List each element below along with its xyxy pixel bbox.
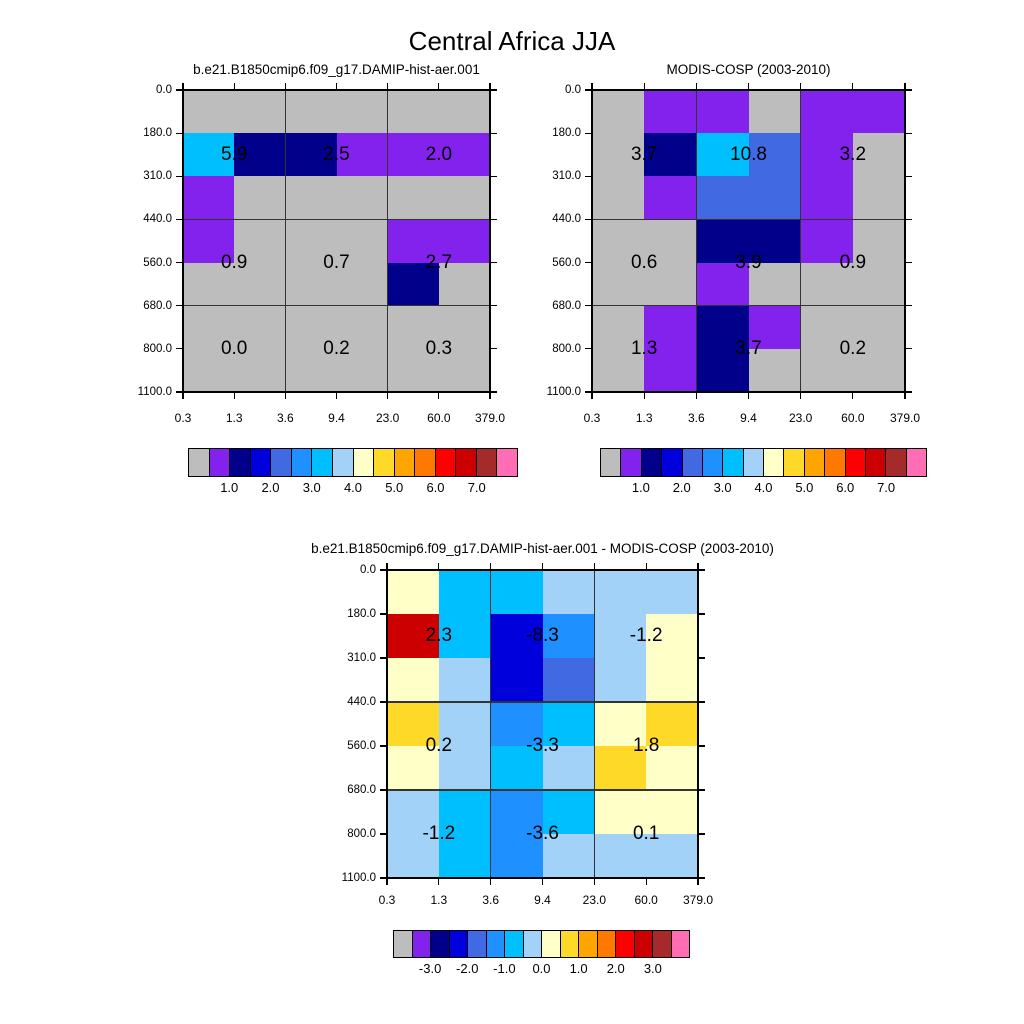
axis-tick <box>176 305 183 306</box>
x-tick-label: 9.4 <box>740 411 757 425</box>
axis-tick <box>380 613 387 614</box>
axis-tick <box>182 392 183 399</box>
colorbar-segment <box>413 931 432 957</box>
axis-tick <box>748 83 749 90</box>
colorbar-label: 1.0 <box>220 480 239 495</box>
block-value: 2.7 <box>425 251 453 273</box>
colorbar-label: 2.0 <box>606 961 625 976</box>
colorbar-segment <box>601 449 621 476</box>
colorbar-label: -1.0 <box>493 961 516 976</box>
axis-tick <box>698 833 705 834</box>
axis-tick <box>380 833 387 834</box>
y-tick-label: 800.0 <box>347 828 376 840</box>
y-tick-label: 680.0 <box>143 299 172 312</box>
colorbar-label: -3.0 <box>418 961 442 976</box>
axis-tick <box>905 348 912 349</box>
axis-tick <box>176 89 183 90</box>
colorbar-segment <box>468 931 487 957</box>
axis-tick <box>698 877 705 878</box>
block-value: 2.0 <box>425 143 453 165</box>
block-value: 2.3 <box>425 625 453 646</box>
axis-tick <box>490 391 497 392</box>
block-value: 2.5 <box>323 143 350 165</box>
block-value: 0.6 <box>630 251 658 273</box>
axis-tick <box>380 789 387 790</box>
y-tick-label: 440.0 <box>347 696 376 708</box>
axis-tick <box>646 563 647 570</box>
colorbar-label: 3.0 <box>643 961 662 976</box>
colorbar-label: 2.0 <box>261 480 280 495</box>
block-value: 0.9 <box>220 251 248 273</box>
x-tick-label: 379.0 <box>682 893 714 907</box>
axis-tick <box>852 392 853 399</box>
colorbar-segment <box>703 449 723 476</box>
colorbar-segment <box>616 931 635 957</box>
block-value: 10.8 <box>730 143 767 165</box>
y-tick-label: 440.0 <box>143 213 172 226</box>
x-tick-label: 0.3 <box>378 893 396 907</box>
axis-tick <box>490 563 491 570</box>
y-tick-label: 800.0 <box>552 342 581 355</box>
y-tick-label: 560.0 <box>347 740 376 752</box>
panel-title-obs: MODIS-COSP (2003-2010) <box>666 62 831 77</box>
axis-tick <box>542 563 543 570</box>
axis-tick <box>748 392 749 399</box>
axis-tick <box>380 745 387 746</box>
block-value: 0.3 <box>425 337 453 359</box>
axis-tick <box>438 878 439 885</box>
block-value: 3.9 <box>735 251 762 273</box>
x-tick-label: 3.6 <box>276 411 294 425</box>
y-tick-label: 0.0 <box>360 564 376 576</box>
axis-tick <box>490 219 497 220</box>
axis-tick <box>698 613 705 614</box>
block-value: 3.7 <box>735 337 762 359</box>
block-value: -1.2 <box>629 625 663 646</box>
colorbar-segment <box>210 449 231 476</box>
axis-tick <box>490 262 497 263</box>
axis-tick <box>176 219 183 220</box>
block-value: 0.1 <box>632 823 660 844</box>
axis-tick <box>905 89 912 90</box>
x-tick-label: 23.0 <box>582 893 606 907</box>
colorbar-segment <box>744 449 764 476</box>
y-tick-label: 440.0 <box>552 213 581 226</box>
colorbar-segment <box>598 931 617 957</box>
axis-tick <box>644 392 645 399</box>
block-value: 1.8 <box>632 735 660 756</box>
axis-tick <box>905 133 912 134</box>
x-tick-label: 9.4 <box>534 893 551 907</box>
colorbar-segment <box>524 931 543 957</box>
x-tick-label: 379.0 <box>889 411 921 425</box>
colorbar-segment <box>477 449 498 476</box>
axis-tick <box>176 348 183 349</box>
colorbar-segment <box>621 449 641 476</box>
axis-tick <box>800 83 801 90</box>
colorbar-label: 7.0 <box>467 480 486 495</box>
colorbar-segment <box>431 931 450 957</box>
block-value: -1.2 <box>422 823 456 844</box>
axis-tick <box>698 789 705 790</box>
colorbar-label: 5.0 <box>385 480 404 495</box>
colorbar-obs <box>600 448 927 477</box>
colorbar-segment <box>394 931 413 957</box>
colorbar-segment <box>292 449 313 476</box>
y-tick-label: 310.0 <box>347 652 376 664</box>
block-value: 1.3 <box>630 337 658 359</box>
x-tick-label: 3.6 <box>687 411 705 425</box>
colorbar-segment <box>764 449 784 476</box>
axis-tick <box>905 219 912 220</box>
axis-tick <box>234 392 235 399</box>
axis-tick <box>698 569 705 570</box>
axis-tick <box>490 878 491 885</box>
y-tick-label: 180.0 <box>347 608 376 620</box>
y-tick-label: 1100.0 <box>137 386 172 398</box>
axis-tick <box>585 305 592 306</box>
axis-tick <box>387 83 388 90</box>
axis-tick <box>905 391 912 392</box>
axis-tick <box>905 262 912 263</box>
axis-tick <box>490 348 497 349</box>
colorbar-label: 2.0 <box>672 480 691 495</box>
axis-tick <box>490 89 497 90</box>
x-tick-label: 0.3 <box>174 411 192 425</box>
colorbar-segment <box>450 931 469 957</box>
axis-tick <box>176 391 183 392</box>
colorbar-label: 6.0 <box>836 480 855 495</box>
axis-tick <box>176 176 183 177</box>
x-tick-label: 1.3 <box>430 893 448 907</box>
colorbar-segment <box>395 449 416 476</box>
axis-tick <box>336 392 337 399</box>
x-tick-label: 23.0 <box>788 411 813 425</box>
colorbar-diff <box>393 930 690 958</box>
x-tick-label: 60.0 <box>841 411 865 425</box>
axis-tick <box>542 878 543 885</box>
panel-title-model: b.e21.B1850cmip6.f09_g17.DAMIP-hist-aer.001 <box>193 62 480 77</box>
colorbar-label: 6.0 <box>426 480 445 495</box>
block-value: 0.9 <box>839 251 867 273</box>
y-tick-label: 560.0 <box>552 256 581 269</box>
axis-tick <box>490 133 497 134</box>
axis-tick <box>438 83 439 90</box>
colorbar-segment <box>635 931 654 957</box>
colorbar-segment <box>846 449 866 476</box>
colorbar-segment <box>436 449 457 476</box>
x-tick-label: 60.0 <box>427 411 451 425</box>
colorbar-segment <box>487 931 506 957</box>
axis-tick <box>438 392 439 399</box>
colorbar-segment <box>784 449 804 476</box>
y-tick-label: 310.0 <box>552 170 581 183</box>
block-value: -3.6 <box>526 823 559 844</box>
colorbar-label: 5.0 <box>795 480 814 495</box>
y-tick-label: 180.0 <box>552 127 581 140</box>
axis-tick <box>800 392 801 399</box>
axis-tick <box>176 133 183 134</box>
colorbar-model <box>188 448 518 477</box>
axis-tick <box>905 176 912 177</box>
block-value: 0.0 <box>220 337 248 359</box>
colorbar-segment <box>312 449 333 476</box>
axis-tick <box>644 83 645 90</box>
axis-tick <box>594 563 595 570</box>
axis-tick <box>585 89 592 90</box>
figure-title: Central Africa JJA <box>408 26 616 56</box>
axis-tick <box>585 262 592 263</box>
axis-tick <box>585 133 592 134</box>
block-value: 3.7 <box>630 143 658 165</box>
colorbar-segment <box>374 449 395 476</box>
colorbar-label: 0.0 <box>532 961 551 976</box>
x-tick-label: 23.0 <box>375 411 400 425</box>
colorbar-label: 3.0 <box>302 480 321 495</box>
axis-tick <box>380 657 387 658</box>
colorbar-label: 7.0 <box>877 480 896 495</box>
colorbar-segment <box>866 449 886 476</box>
colorbar-segment <box>561 931 580 957</box>
colorbar-segment <box>825 449 845 476</box>
axis-tick <box>490 176 497 177</box>
axis-tick <box>285 83 286 90</box>
y-tick-label: 680.0 <box>347 784 376 796</box>
colorbar-label: 1.0 <box>569 961 588 976</box>
axis-tick <box>852 83 853 90</box>
colorbar-segment <box>662 449 682 476</box>
axis-tick <box>585 219 592 220</box>
x-tick-label: 379.0 <box>474 411 506 425</box>
block-value: 0.2 <box>839 337 867 359</box>
x-tick-label: 1.3 <box>635 411 653 425</box>
colorbar-label: 3.0 <box>713 480 732 495</box>
colorbar-segment <box>505 931 524 957</box>
axis-tick <box>234 83 235 90</box>
axis-tick <box>285 392 286 399</box>
colorbar-segment <box>271 449 292 476</box>
block-value: 0.7 <box>323 251 350 273</box>
colorbar-segment <box>642 449 662 476</box>
axis-tick <box>905 305 912 306</box>
axis-tick <box>904 392 905 399</box>
axis-tick <box>646 878 647 885</box>
axis-tick <box>698 701 705 702</box>
colorbar-segment <box>542 931 561 957</box>
x-tick-label: 9.4 <box>328 411 345 425</box>
colorbar-label: 1.0 <box>631 480 650 495</box>
colorbar-segment <box>230 449 251 476</box>
x-tick-label: 0.3 <box>583 411 601 425</box>
axis-tick <box>176 262 183 263</box>
y-tick-label: 560.0 <box>143 256 172 269</box>
block-value: -3.3 <box>526 735 559 756</box>
colorbar-segment <box>251 449 272 476</box>
axis-tick <box>386 878 387 885</box>
y-tick-label: 1100.0 <box>546 386 581 398</box>
axis-tick <box>387 392 388 399</box>
x-tick-label: 60.0 <box>634 893 658 907</box>
axis-tick <box>585 391 592 392</box>
y-tick-label: 800.0 <box>143 342 172 355</box>
y-tick-label: 0.0 <box>156 84 172 96</box>
y-tick-label: 180.0 <box>143 127 172 140</box>
x-tick-label: 3.6 <box>482 893 499 907</box>
axis-tick <box>594 878 595 885</box>
colorbar-segment <box>672 931 690 957</box>
axis-tick <box>380 569 387 570</box>
axis-tick <box>585 176 592 177</box>
colorbar-segment <box>456 449 477 476</box>
axis-tick <box>380 877 387 878</box>
axis-tick <box>698 745 705 746</box>
block-value: 0.2 <box>323 337 350 359</box>
block-value: -8.3 <box>526 625 559 646</box>
block-value: 5.9 <box>220 143 248 165</box>
colorbar-segment <box>497 449 517 476</box>
y-tick-label: 680.0 <box>552 299 581 312</box>
colorbar-segment <box>907 449 926 476</box>
axis-tick <box>697 878 698 885</box>
y-tick-label: 310.0 <box>143 170 172 183</box>
axis-tick <box>380 701 387 702</box>
axis-tick <box>591 392 592 399</box>
colorbar-label: 4.0 <box>343 480 363 495</box>
axis-tick <box>698 657 705 658</box>
colorbar-segment <box>333 449 354 476</box>
colorbar-segment <box>415 449 436 476</box>
x-tick-label: 1.3 <box>225 411 243 425</box>
colorbar-segment <box>189 449 210 476</box>
y-tick-label: 1100.0 <box>341 872 376 884</box>
axis-tick <box>696 392 697 399</box>
axis-tick <box>696 83 697 90</box>
colorbar-segment <box>653 931 672 957</box>
axis-tick <box>489 392 490 399</box>
panel-title-diff: b.e21.B1850cmip6.f09_g17.DAMIP-hist-aer.001 - MODIS-COSP (2003-2010) <box>311 541 774 556</box>
axis-tick <box>490 305 497 306</box>
colorbar-segment <box>805 449 825 476</box>
y-tick-label: 0.0 <box>565 84 581 96</box>
axis-tick <box>438 563 439 570</box>
colorbar-label: -2.0 <box>456 961 479 976</box>
colorbar-segment <box>354 449 375 476</box>
axis-tick <box>336 83 337 90</box>
colorbar-label: 4.0 <box>754 480 773 495</box>
block-value: 3.2 <box>839 143 867 165</box>
colorbar-segment <box>886 449 906 476</box>
axis-tick <box>585 348 592 349</box>
colorbar-segment <box>683 449 703 476</box>
colorbar-segment <box>723 449 743 476</box>
block-value: 0.2 <box>425 735 453 756</box>
colorbar-segment <box>579 931 598 957</box>
